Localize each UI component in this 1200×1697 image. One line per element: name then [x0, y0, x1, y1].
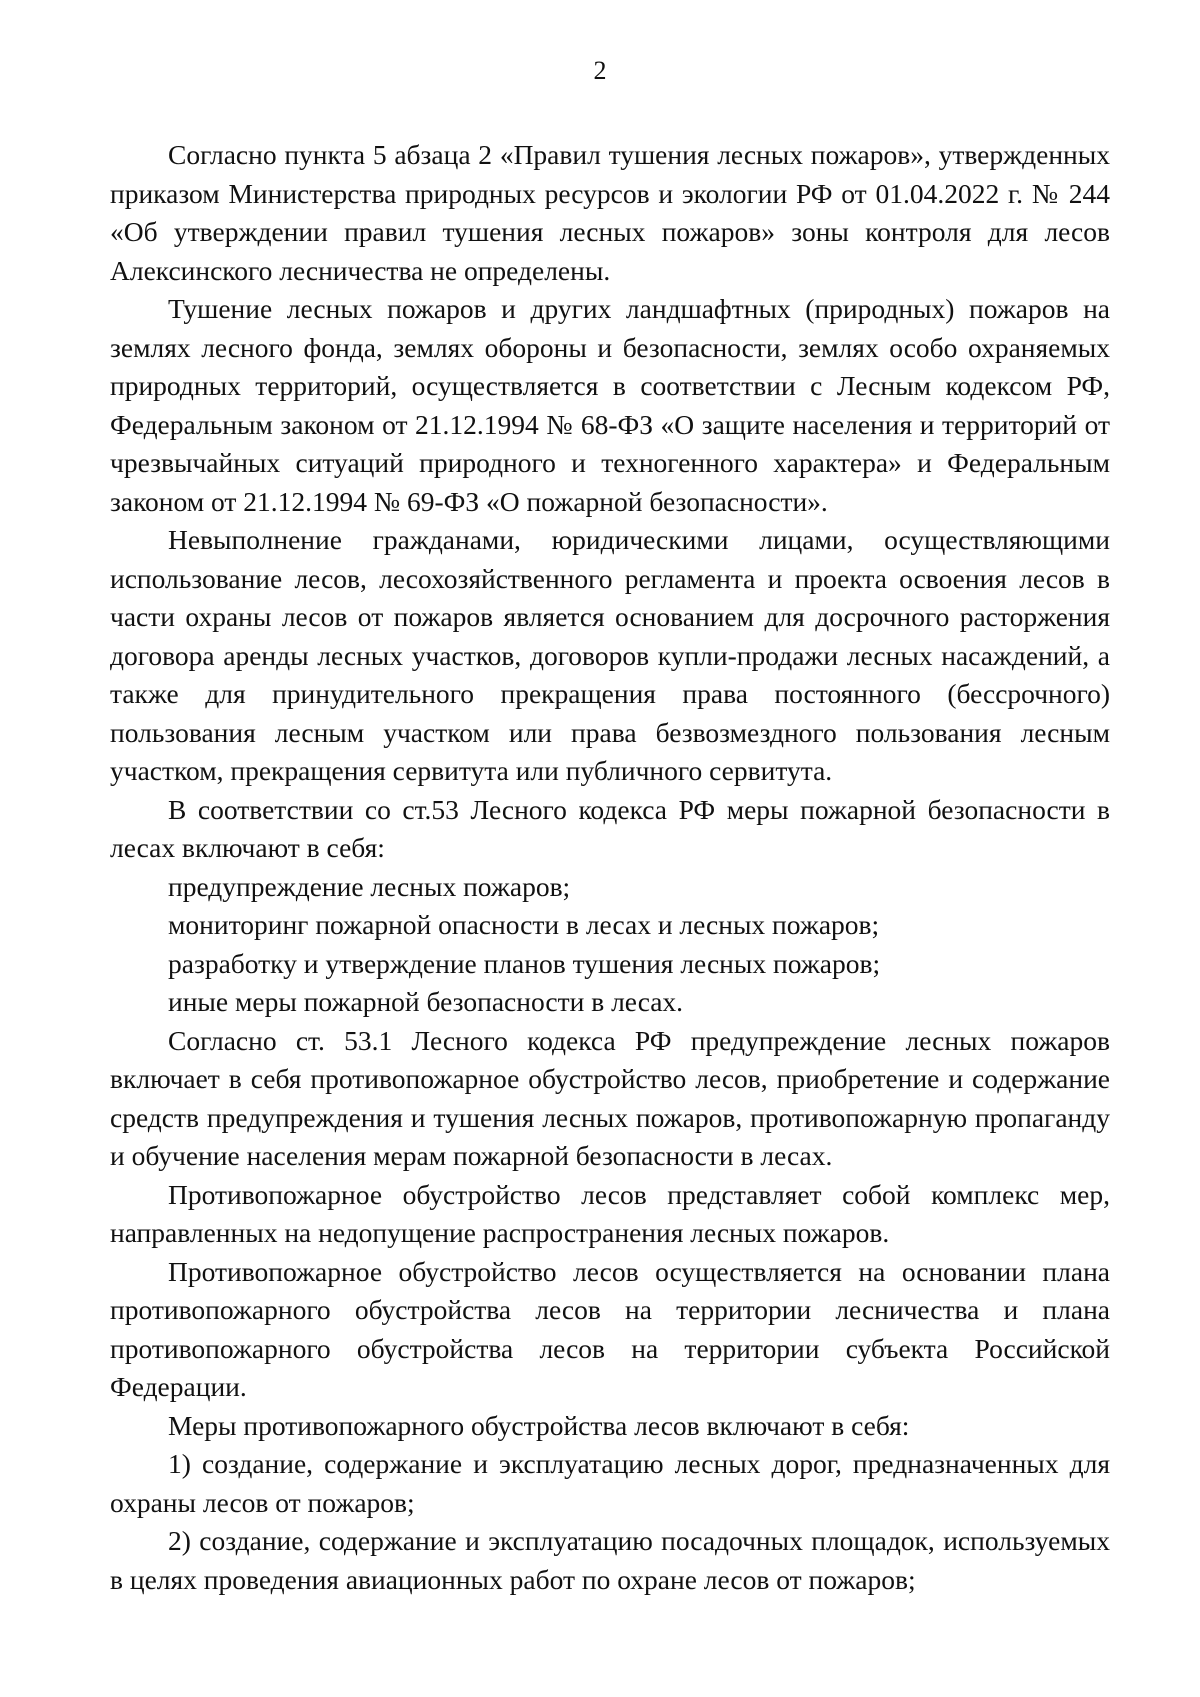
paragraph-prevention-includes: Согласно ст. 53.1 Лесного кодекса РФ предупреждение лесных пожаров включает в себя противопожарное обустройство лесов, приобретение и содержание средств предупреждения и тушения лесных пожаров, противопожарную пропаганду и обучение населения мерам пожарной безопасности в лесах. — [110, 1024, 1110, 1171]
paragraph-arrangement-measures: Меры противопожарного обустройства лесов включают в себя: — [168, 1409, 910, 1441]
page-number: 2 — [593, 56, 607, 85]
paragraph-extinguishing-rules: Согласно пункта 5 абзаца 2 «Правил тушения лесных пожаров», утвержденных приказом Министерства природных ресурсов и экологии РФ от 01.04.2022 г. № 244 «Об утверждении правил тушения лесных пожаров» зоны контроля для лесов Алексинского лесничества не определены. — [110, 139, 1110, 286]
list-item-forest-roads: 1) создание, содержание и эксплуатацию лесных дорог, предназначенных для охраны лесов от пожаров; — [110, 1448, 1110, 1518]
list-item-landing-sites: 2) создание, содержание и эксплуатацию посадочных площадок, используемых в целях проведения авиационных работ по охране лесов от пожаров; — [110, 1525, 1110, 1595]
list-item-plans: разработку и утверждение планов тушения лесных пожаров; — [168, 947, 881, 979]
paragraph-fire-safety-measures: В соответствии со ст.53 Лесного кодекса РФ меры пожарной безопасности в лесах включают в себя: — [110, 793, 1110, 863]
list-item-other-measures: иные меры пожарной безопасности в лесах. — [168, 986, 684, 1017]
paragraph-fire-arrangement-basis: Противопожарное обустройство лесов осуществляется на основании плана противопожарного обустройства лесов на территории лесничества и плана противопожарного обустройства лесов на территории субъекта Российской Федерации. — [110, 1255, 1110, 1402]
paragraph-legal-basis: Тушение лесных пожаров и других ландшафтных (природных) пожаров на землях лесного фонда, землях обороны и безопасности, землях особо охраняемых природных территорий, осуществляется в соответствии с Лесным кодексом РФ, Федеральным законом от 21.12.1994 № 68-ФЗ «О защите населения и территорий от чрезвычайных ситуаций природного и техногенного характера» и Федеральным законом от 21.12.1994 № 69-ФЗ «О пожарной безопасности». — [110, 293, 1110, 517]
list-item-prevention: предупреждение лесных пожаров; — [168, 870, 571, 902]
list-item-monitoring: мониторинг пожарной опасности в лесах и лесных пожаров; — [168, 909, 880, 940]
paragraph-non-compliance: Невыполнение гражданами, юридическими лицами, осуществляющими использование лесов, лесохозяйственного регламента и проекта освоения лесов в части охраны лесов от пожаров является основанием для досрочного расторжения договора аренды лесных участков, договоров купли-продажи лесных насаждений, а также для принудительного прекращения права постоянного (бессрочного) пользования лесным участком или права безвозмездного пользования лесным участком, прекращения сервитута или публичного сервитута. — [110, 524, 1110, 786]
paragraph-fire-arrangement-definition: Противопожарное обустройство лесов представляет собой комплекс мер, направленных на недопущение распространения лесных пожаров. — [110, 1178, 1110, 1248]
document-body — [110, 136, 1110, 1599]
